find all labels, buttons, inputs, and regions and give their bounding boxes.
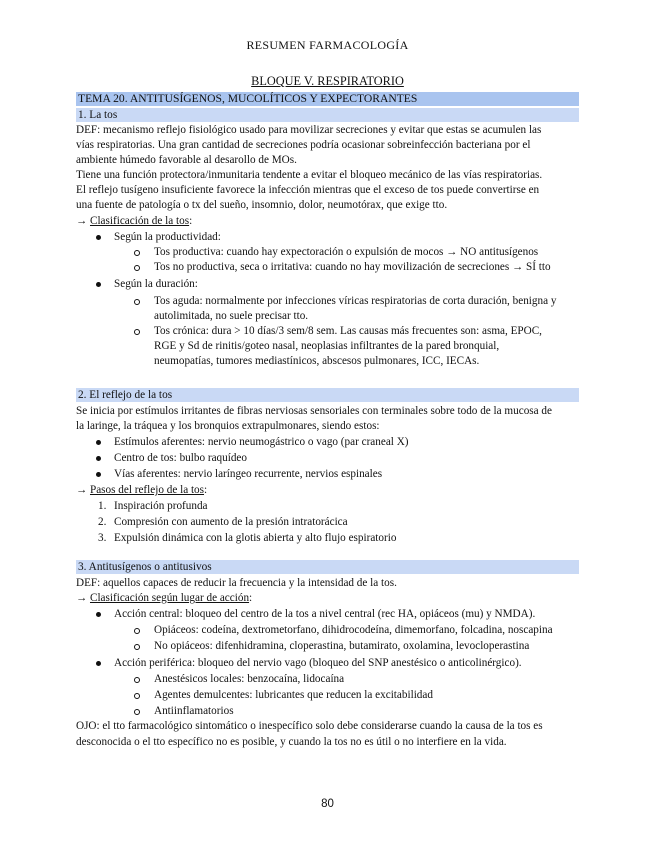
hollow-bullet-icon bbox=[134, 709, 140, 715]
list-item-cont: autolimitada, no suele precisar tto. bbox=[154, 310, 309, 322]
list-item: Según la duración: bbox=[114, 278, 198, 290]
bullet-icon bbox=[96, 612, 101, 617]
running-header: RESUMEN FARMACOLOGÍA bbox=[246, 38, 409, 52]
list-item: Estímulos aferentes: nervio neumogástrico o vago (par craneal X) bbox=[114, 436, 409, 448]
hollow-bullet-icon bbox=[134, 644, 140, 650]
hollow-bullet-icon bbox=[134, 250, 140, 256]
text-line: OJO: el tto farmacológico sintomático o inespecífico solo debe considerarse cuando la causa de la tos es bbox=[76, 720, 543, 732]
bullet-icon bbox=[96, 282, 101, 287]
list-item: Tos crónica: dura > 10 días/3 sem/8 sem. Las causas más frecuentes son: asma, EPOC, bbox=[154, 325, 542, 337]
subheading-line bbox=[76, 214, 192, 228]
list-item: Anestésicos locales: benzocaína, lidocaína bbox=[154, 673, 345, 685]
text-line: ambiente húmedo favorable al desarollo de MOs. bbox=[76, 154, 297, 166]
bullet-icon bbox=[96, 661, 101, 666]
subheading: Clasificación según lugar de acción bbox=[89, 592, 250, 604]
subheading-line bbox=[76, 591, 252, 605]
section-1-heading: 1. La tos bbox=[76, 108, 579, 122]
list-item: Tos aguda: normalmente por infecciones víricas respiratorias de corta duración, benigna y bbox=[154, 295, 557, 307]
arrow-icon: → bbox=[76, 215, 88, 227]
list-item: Agentes demulcentes: lubricantes que reducen la excitabilidad bbox=[154, 689, 433, 701]
hollow-bullet-icon bbox=[134, 693, 140, 699]
arrow-icon: → bbox=[76, 592, 88, 604]
list-item: Centro de tos: bulbo raquídeo bbox=[114, 452, 247, 464]
list-item: Inspiración profunda bbox=[114, 500, 208, 512]
text-line: desconocida o el tto específico no es posible, y cuando la tos no es útil o no interfiere en la vida. bbox=[76, 736, 507, 748]
list-item-cont: neumopatías, tumores mediastínicos, abscesos pulmonares, ICC, IECAs. bbox=[154, 355, 480, 367]
text-line: DEF: aquellos capaces de reducir la frecuencia y la intensidad de la tos. bbox=[76, 577, 397, 589]
colon: : bbox=[249, 592, 253, 604]
list-item: No opiáceos: difenhidramina, cloperastina, butamirato, oxolamina, levocloperastina bbox=[154, 640, 530, 652]
bullet-icon bbox=[96, 456, 101, 461]
section-2-heading: 2. El reflejo de la tos bbox=[76, 388, 579, 402]
text-line: DEF: mecanismo reflejo fisiológico usado para movilizar secreciones y evitar que estas se acumulen las bbox=[76, 124, 542, 136]
page-number: 80 bbox=[321, 798, 334, 810]
text-line: Tiene una función protectora/inmunitaria tendente a evitar el bloqueo mecánico de las vías respiratorias. bbox=[76, 169, 543, 181]
list-item: Expulsión dinámica con la glotis abierta y alto flujo espiratorio bbox=[114, 532, 397, 544]
step-number: 3. bbox=[98, 532, 107, 544]
subheading-line bbox=[76, 483, 207, 497]
arrow-icon: → bbox=[76, 484, 88, 496]
bullet-icon bbox=[96, 472, 101, 477]
subheading: Pasos del reflejo de la tos bbox=[89, 484, 205, 496]
hollow-bullet-icon bbox=[134, 677, 140, 683]
bloque-title: BLOQUE V. RESPIRATORIO bbox=[251, 74, 404, 88]
bullet-icon bbox=[96, 440, 101, 445]
list-item: Vías aferentes: nervio laríngeo recurrente, nervios espinales bbox=[114, 468, 383, 480]
hollow-bullet-icon bbox=[134, 265, 140, 271]
step-number: 2. bbox=[98, 516, 107, 528]
tema-heading: TEMA 20. ANTITUSÍGENOS, MUCOLÍTICOS Y EXPECTORANTES bbox=[76, 92, 579, 106]
text-line: vías respiratorias. Una gran cantidad de secreciones podría ocasionar sobreinfección bacteriana por el bbox=[76, 139, 531, 151]
text-line: El reflejo tusígeno insuficiente favorece la infección mientras que el exceso de tos puede convertirse en bbox=[76, 184, 540, 196]
text-line: Se inicia por estímulos irritantes de fibras nerviosas sensoriales con terminales sobre todo de la mucosa de bbox=[76, 405, 552, 417]
list-item: Opiáceos: codeína, dextrometorfano, dihidrocodeína, dimemorfano, folcadina, noscapina bbox=[154, 624, 553, 636]
list-item: Acción central: bloqueo del centro de la tos a nivel central (rec HA, opiáceos (mu) y NMDA). bbox=[114, 608, 536, 620]
colon: : bbox=[204, 484, 208, 496]
hollow-bullet-icon bbox=[134, 299, 140, 305]
bullet-icon bbox=[96, 235, 101, 240]
list-item: Acción periférica: bloqueo del nervio vago (bloqueo del SNP anestésico o anticolinérgico). bbox=[114, 657, 522, 669]
colon: : bbox=[189, 215, 193, 227]
text-line: una fuente de patología o tx del sueño, insomnio, dolor, neumotórax, que exige tto. bbox=[76, 199, 448, 211]
subheading: Clasificación de la tos bbox=[89, 215, 190, 227]
list-item: Tos no productiva, seca o irritativa: cuando no hay movilización de secreciones → SÍ tto bbox=[154, 261, 551, 273]
hollow-bullet-icon bbox=[134, 628, 140, 634]
list-item: Según la productividad: bbox=[114, 231, 221, 243]
list-item-cont: RGE y Sd de rinitis/goteo nasal, neoplasias infiltrantes de la pared bronquial, bbox=[154, 340, 500, 352]
step-number: 1. bbox=[98, 500, 107, 512]
text-line: la laringe, la tráquea y los bronquios extrapulmonares, siendo estos: bbox=[76, 420, 380, 432]
list-item: Antiinflamatorios bbox=[154, 705, 234, 717]
section-3-heading: 3. Antitusígenos o antitusivos bbox=[76, 560, 579, 574]
hollow-bullet-icon bbox=[134, 329, 140, 335]
list-item: Compresión con aumento de la presión intratorácica bbox=[114, 516, 348, 528]
list-item: Tos productiva: cuando hay expectoración o expulsión de mocos → NO antitusígenos bbox=[154, 246, 539, 258]
